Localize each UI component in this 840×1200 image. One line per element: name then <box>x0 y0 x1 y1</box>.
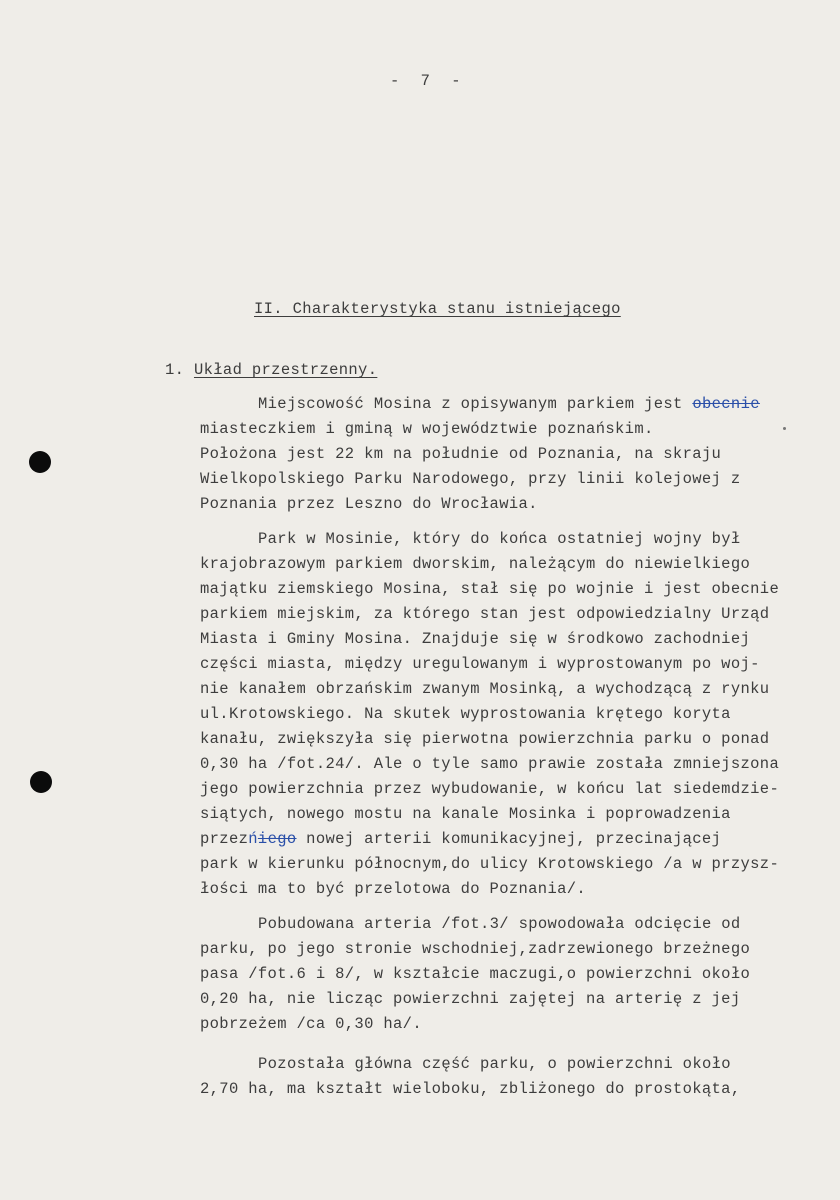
text-line: pasa /fot.6 i 8/, w kształcie maczugi,o powierzchni około <box>200 965 751 983</box>
text-line: Wielkopolskiego Parku Narodowego, przy linii kolejowej z <box>200 470 741 488</box>
text-line: pobrzeżem /ca 0,30 ha/. <box>200 1015 422 1033</box>
text-line: krajobrazowym parkiem dworskim, należącym do niewielkiego <box>200 555 751 573</box>
text-line: miasteczkiem i gminą w województwie poznańskim. <box>200 420 654 438</box>
text-span: Miejscowość Mosina z opisywanym parkiem jest <box>258 395 693 413</box>
text-line: Położona jest 22 km na południe od Poznania, na skraju <box>200 445 722 463</box>
page-number: - 7 - <box>390 72 467 90</box>
text-line: 2,70 ha, ma kształt wieloboku, zbliżonego do prostokąta, <box>200 1080 741 1098</box>
text-line: parku, po jego stronie wschodniej,zadrzewionego brzeżnego <box>200 940 751 958</box>
text-line: Pozostała główna część parku, o powierzchni około <box>258 1055 731 1073</box>
text-line: parkiem miejskim, za którego stan jest odpowiedzialny Urząd <box>200 605 770 623</box>
text-line: kanału, zwiększyła się pierwotna powierzchnia parku o ponad <box>200 730 770 748</box>
punch-hole-bottom <box>30 771 52 793</box>
text-line: siątych, nowego mostu na kanale Mosinka i poprowadzenia <box>200 805 731 823</box>
text-line: nie kanałem obrzańskim zwanym Mosinką, a wychodzącą z rynku <box>200 680 770 698</box>
text-line: 0,30 ha /fot.24/. Ale o tyle samo prawie została zmniejszona <box>200 755 780 773</box>
text-line: Park w Mosinie, który do końca ostatniej wojny był <box>258 530 741 548</box>
paper-speck <box>783 427 786 430</box>
text-line: Poznania przez Leszno do Wrocławia. <box>200 495 538 513</box>
text-line: łości ma to być przelotowa do Poznania/. <box>200 880 587 898</box>
text-span: przez <box>200 830 249 848</box>
struck-word: iego <box>257 830 297 848</box>
punch-hole-top <box>29 451 51 473</box>
struck-word: obecnie <box>692 395 760 413</box>
text-line: majątku ziemskiego Mosina, stał się po wojnie i jest obecnie <box>200 580 780 598</box>
text-line: 0,20 ha, nie licząc powierzchni zajętej na arterię z jej <box>200 990 741 1008</box>
section-title: II. Charakterystyka stanu istniejącego <box>254 300 621 318</box>
text-line: park w kierunku północnym,do ulicy Krotowskiego /a w przysz- <box>200 855 780 873</box>
handwritten-correction: ń <box>248 830 258 848</box>
text-span: nowej arterii komunikacyjnej, przecinającej <box>296 830 722 848</box>
subsection-title: Układ przestrzenny. <box>193 361 378 379</box>
text-line <box>200 830 721 848</box>
text-line: jego powierzchnia przez wybudowanie, w końcu lat siedemdzie- <box>200 780 780 798</box>
text-line: Pobudowana arteria /fot.3/ spowodowała odcięcie od <box>258 915 741 933</box>
subsection-number: 1. <box>165 361 185 379</box>
text-line <box>258 395 760 413</box>
text-line: Miasta i Gminy Mosina. Znajduje się w środkowo zachodniej <box>200 630 751 648</box>
text-line: części miasta, między uregulowanym i wyprostowanym po woj- <box>200 655 760 673</box>
text-line: ul.Krotowskiego. Na skutek wyprostowania krętego koryta <box>200 705 731 723</box>
subsection-heading <box>165 361 377 379</box>
